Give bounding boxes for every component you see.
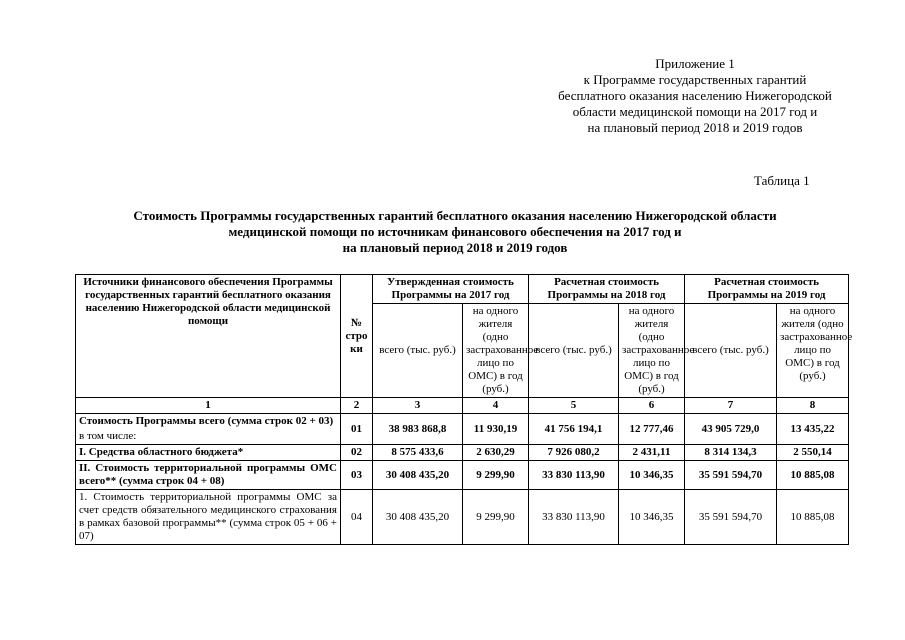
- cell-value: 13 435,22: [777, 414, 849, 445]
- row-name: Стоимость Программы всего (сумма строк 02 + 03): [76, 414, 341, 430]
- row-number: 03: [341, 461, 373, 490]
- header-approved-2017: Утвержденная стоимость Программы на 2017 год: [373, 275, 529, 304]
- table-row: [76, 414, 849, 430]
- col-number: 2: [341, 398, 373, 414]
- col-number: 6: [619, 398, 685, 414]
- row-name: I. Средства областного бюджета*: [76, 445, 341, 461]
- row-name: II. Стоимость территориальной программы ОМС всего** (сумма строк 04 + 08): [76, 461, 341, 490]
- header-row-1: [76, 275, 849, 304]
- header-total: всего (тыс. руб.): [373, 304, 463, 398]
- appendix-block: [510, 56, 880, 136]
- header-per-person: на одного жителя (одно застрахованное лицо по ОМС) в год (руб.): [463, 304, 529, 398]
- cell-value: 41 756 194,1: [529, 414, 619, 445]
- header-estimated-2018: Расчетная стоимость Программы на 2018 год: [529, 275, 685, 304]
- appendix-line: на плановый период 2018 и 2019 годов: [587, 120, 803, 135]
- header-per-person: на одного жителя (одно застрахованное лицо по ОМС) в год (руб.): [619, 304, 685, 398]
- cell-value: 8 575 433,6: [373, 445, 463, 461]
- cell-value: 7 926 080,2: [529, 445, 619, 461]
- cell-value: 10 885,08: [777, 461, 849, 490]
- col-number: 7: [685, 398, 777, 414]
- financing-table: [75, 274, 853, 545]
- cell-value: 35 591 594,70: [685, 490, 777, 545]
- cell-value: 10 885,08: [777, 490, 849, 545]
- column-number-row: [76, 398, 849, 414]
- document-title: [60, 208, 850, 256]
- cell-value: 10 346,35: [619, 461, 685, 490]
- table-row: [76, 490, 849, 545]
- cell-value: 8 314 134,3: [685, 445, 777, 461]
- col-number: 5: [529, 398, 619, 414]
- cell-value: 33 830 113,90: [529, 490, 619, 545]
- title-line: медицинской помощи по источникам финансового обеспечения на 2017 год и: [228, 224, 682, 239]
- row-name: 1. Стоимость территориальной программы ОМС за счет средств обязательного медицинского страхования в рамках базовой программы** (сумма строк 05 + 06 + 07): [76, 490, 341, 545]
- table-row: [76, 461, 849, 490]
- header-source: Источники финансового обеспечения Программы государственных гарантий бесплатного оказания населению Нижегородской области медицинской помощи: [76, 275, 341, 398]
- title-line: Стоимость Программы государственных гарантий бесплатного оказания населению Нижегородской области: [133, 208, 777, 223]
- cell-value: 35 591 594,70: [685, 461, 777, 490]
- appendix-line: Приложение 1: [655, 56, 735, 71]
- col-number: 4: [463, 398, 529, 414]
- header-per-person: на одного жителя (одно застрахованное лицо по ОМС) в год (руб.): [777, 304, 849, 398]
- col-number: 1: [76, 398, 341, 414]
- row-number: 02: [341, 445, 373, 461]
- appendix-line: к Программе государственных гарантий: [583, 72, 807, 87]
- cell-value: 2 630,29: [463, 445, 529, 461]
- row-subtitle: в том числе:: [76, 429, 341, 445]
- cell-value: 12 777,46: [619, 414, 685, 445]
- cell-value: 9 299,90: [463, 461, 529, 490]
- col-number: 3: [373, 398, 463, 414]
- row-number: 04: [341, 490, 373, 545]
- table-row: [76, 445, 849, 461]
- header-row-number: № стро ки: [341, 275, 373, 398]
- header-total: всего (тыс. руб.): [529, 304, 619, 398]
- cell-value: 43 905 729,0: [685, 414, 777, 445]
- table-label: Таблица 1: [754, 173, 810, 188]
- cell-value: 38 983 868,8: [373, 414, 463, 445]
- cell-value: 11 930,19: [463, 414, 529, 445]
- header-estimated-2019: Расчетная стоимость Программы на 2019 год: [685, 275, 849, 304]
- cell-value: 2 431,11: [619, 445, 685, 461]
- row-number: 01: [341, 414, 373, 445]
- cell-value: 9 299,90: [463, 490, 529, 545]
- col-number: 8: [777, 398, 849, 414]
- cell-value: 10 346,35: [619, 490, 685, 545]
- cell-value: 2 550,14: [777, 445, 849, 461]
- header-total: всего (тыс. руб.): [685, 304, 777, 398]
- title-line: на плановый период 2018 и 2019 годов: [342, 240, 568, 255]
- appendix-line: области медицинской помощи на 2017 год и: [572, 104, 818, 119]
- appendix-line: бесплатного оказания населению Нижегородской: [558, 88, 832, 103]
- cell-value: 30 408 435,20: [373, 490, 463, 545]
- cell-value: 33 830 113,90: [529, 461, 619, 490]
- cell-value: 30 408 435,20: [373, 461, 463, 490]
